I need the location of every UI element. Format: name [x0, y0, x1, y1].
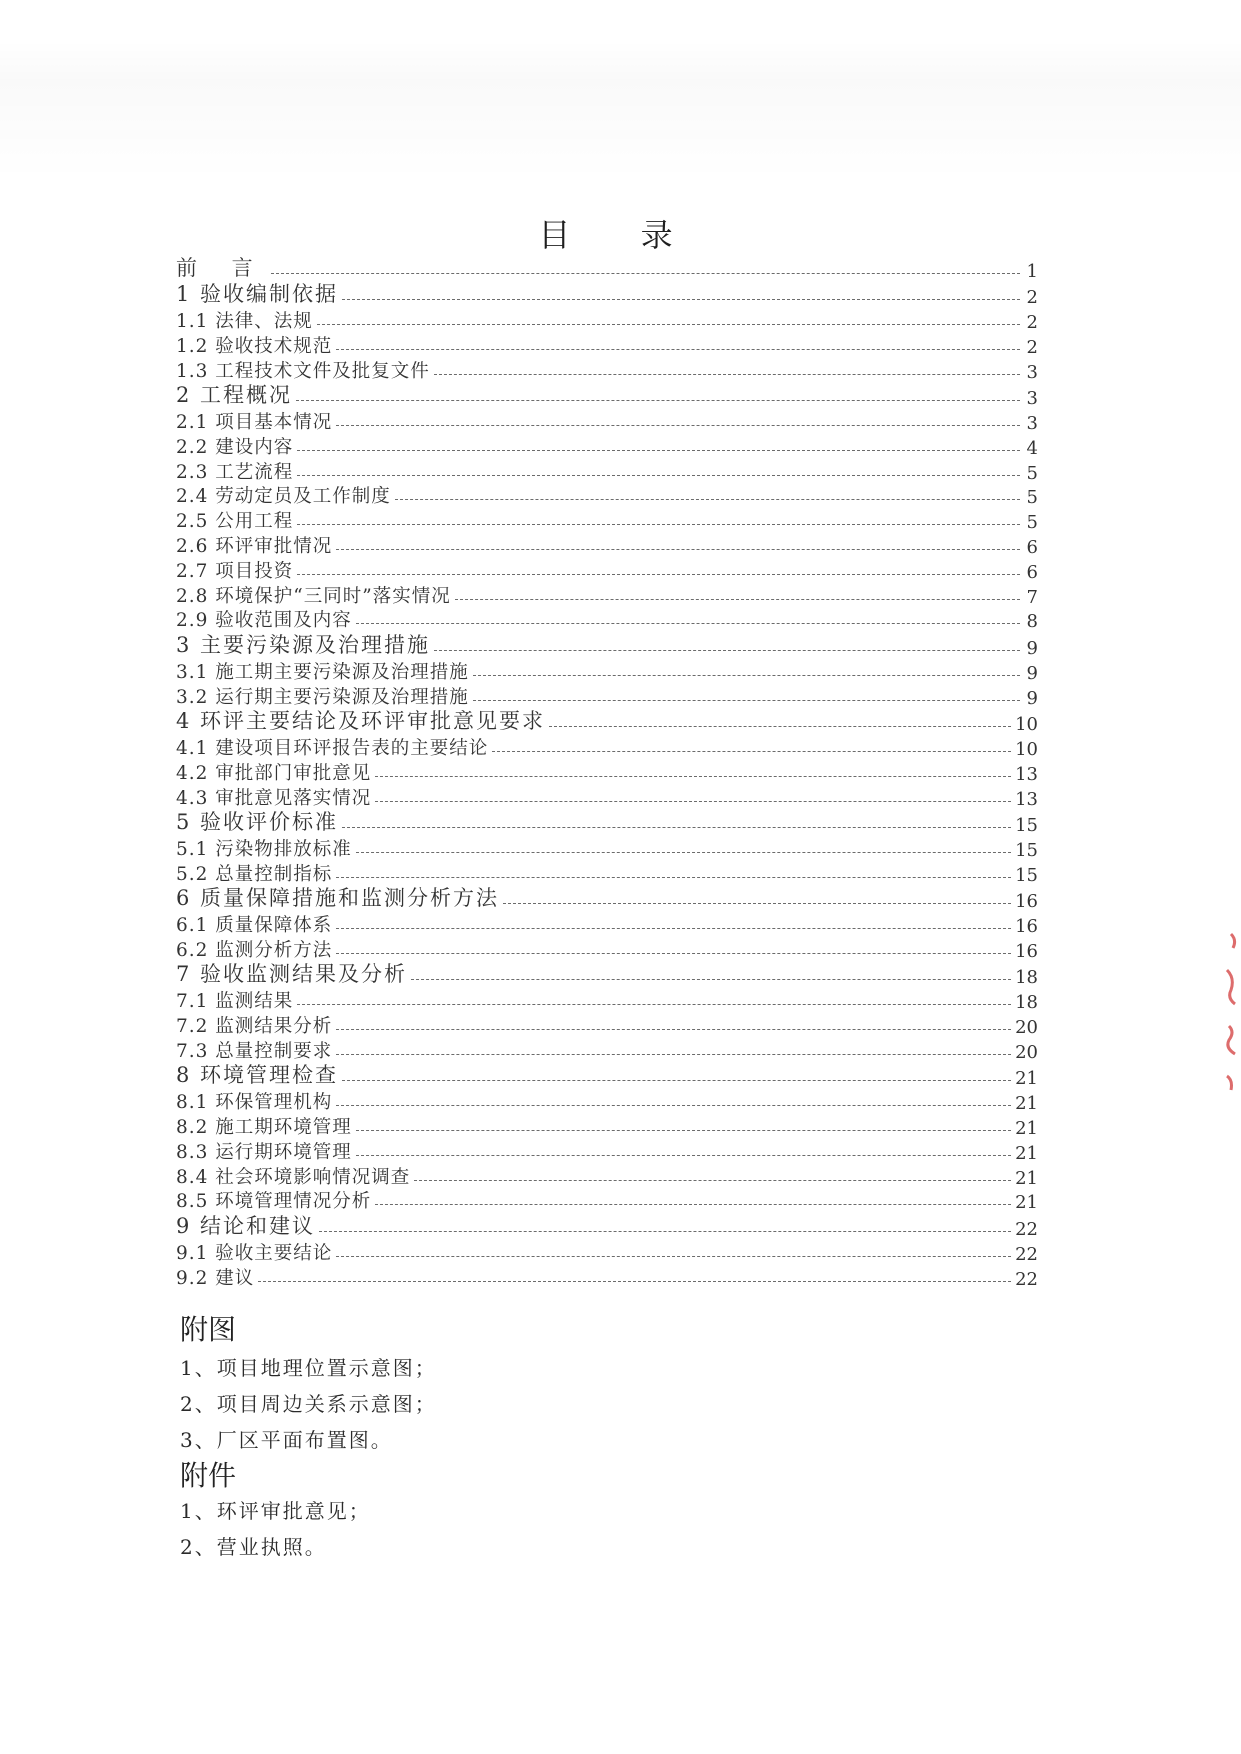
toc-entry-label: 5.2 总量控制指标 [176, 863, 333, 885]
toc-entry [176, 810, 1038, 837]
toc-entry-page: 16 [1015, 916, 1038, 938]
toc-entry-label: 2.2 建设内容 [176, 436, 294, 458]
toc-entry-label: 7.3 总量控制要求 [176, 1040, 333, 1062]
toc-leader-dots [473, 700, 1020, 701]
figures-heading: 附图 [180, 1313, 237, 1346]
toc-entry [176, 282, 1038, 309]
toc-entry-label: 7 验收监测结果及分析 [176, 962, 408, 987]
toc-entry-page: 16 [1015, 940, 1038, 962]
toc-entry [176, 583, 1038, 608]
toc-entry-label: 8.3 运行期环境管理 [176, 1141, 352, 1163]
toc-leader-dots [258, 1281, 1011, 1282]
toc-entry-label: 2.4 劳动定员及工作制度 [176, 486, 391, 508]
attachment-item-1: 1、环评审批意见； [180, 1499, 371, 1523]
toc-leader-dots [342, 299, 1020, 300]
toc-leader-dots [395, 499, 1020, 500]
toc-entry-label: 1.3 工程技术文件及批复文件 [176, 360, 430, 382]
figure-item-3: 3、厂区平面布置图。 [180, 1428, 393, 1452]
toc-entry-label: 4 环评主要结论及环评审批意见要求 [176, 709, 546, 734]
toc-entry [176, 459, 1038, 484]
toc-entry-page: 15 [1015, 839, 1038, 861]
toc-entry [176, 962, 1038, 989]
toc-entry [176, 1265, 1038, 1290]
table-of-contents [176, 255, 1038, 1290]
toc-entry-page: 15 [1015, 815, 1038, 837]
toc-leader-dots [455, 599, 1020, 600]
toc-entry-page: 2 [1026, 311, 1038, 333]
toc-entry-page: 15 [1015, 864, 1038, 886]
toc-leader-dots [336, 953, 1011, 954]
toc-entry-page: 16 [1015, 891, 1038, 913]
toc-entry-label: 6.1 质量保障体系 [176, 915, 333, 937]
toc-entry-page: 22 [1015, 1219, 1038, 1241]
toc-leader-dots [297, 475, 1020, 476]
toc-leader-dots [434, 650, 1020, 651]
toc-entry [176, 383, 1038, 410]
figure-item-1: 1、项目地理位置示意图； [180, 1356, 437, 1380]
toc-entry [176, 533, 1038, 558]
toc-entry [176, 659, 1038, 684]
toc-entry [176, 1164, 1038, 1189]
toc-entry-page: 9 [1026, 687, 1038, 709]
toc-entry-label: 8.5 环境管理情况分析 [176, 1191, 372, 1213]
toc-entry-page: 21 [1015, 1093, 1038, 1115]
toc-leader-dots [492, 751, 1011, 752]
toc-entry-label: 2.1 项目基本情况 [176, 411, 333, 433]
toc-leader-dots [336, 1256, 1011, 1257]
toc-entry-label: 4.3 审批意见落实情况 [176, 787, 372, 809]
toc-entry-label: 2.8 环境保护“三同时”落实情况 [176, 585, 451, 607]
toc-entry-page: 21 [1015, 1192, 1038, 1214]
toc-entry [176, 508, 1038, 533]
toc-entry [176, 1114, 1038, 1139]
toc-entry-label: 9.2 建议 [176, 1267, 255, 1289]
toc-entry [176, 434, 1038, 459]
toc-leader-dots [336, 425, 1020, 426]
toc-leader-dots [297, 574, 1020, 575]
toc-entry-label: 9.1 验收主要结论 [176, 1242, 333, 1264]
toc-entry-label: 3.1 施工期主要污染源及治理措施 [176, 661, 469, 683]
toc-leader-dots [296, 400, 1020, 401]
toc-entry [176, 333, 1038, 358]
toc-leader-dots [336, 349, 1020, 350]
toc-entry-page: 20 [1015, 1017, 1038, 1039]
toc-entry [176, 709, 1038, 736]
toc-entry [176, 358, 1038, 383]
toc-leader-dots [336, 549, 1020, 550]
toc-leader-dots [342, 1080, 1011, 1081]
toc-leader-dots [297, 450, 1020, 451]
toc-entry [176, 409, 1038, 434]
toc-entry [176, 1013, 1038, 1038]
toc-entry-page: 3 [1026, 412, 1038, 434]
toc-entry-label: 4.1 建设项目环评报告表的主要结论 [176, 737, 489, 759]
toc-leader-dots [297, 1004, 1011, 1005]
toc-entry-page: 2 [1026, 336, 1038, 358]
seal-stamp-edge [1217, 930, 1241, 1100]
toc-leader-dots [336, 928, 1011, 929]
attachments-heading: 附件 [180, 1459, 237, 1492]
figure-item-2: 2、项目周边关系示意图； [180, 1392, 437, 1416]
toc-entry [176, 760, 1038, 785]
toc-entry-page: 13 [1015, 763, 1038, 785]
toc-entry-label: 8.2 施工期环境管理 [176, 1117, 352, 1139]
toc-entry-label: 2.5 公用工程 [176, 511, 294, 533]
toc-entry [176, 632, 1038, 659]
toc-entry-page: 3 [1026, 361, 1038, 383]
toc-entry-page: 18 [1015, 992, 1038, 1014]
toc-leader-dots [271, 273, 1020, 274]
toc-entry-page: 6 [1026, 536, 1038, 558]
toc-leader-dots [503, 903, 1011, 904]
toc-entry [176, 988, 1038, 1013]
toc-entry [176, 886, 1038, 913]
toc-leader-dots [336, 877, 1011, 878]
toc-entry-label: 9 结论和建议 [176, 1214, 316, 1239]
toc-entry-label: 1 验收编制依据 [176, 282, 339, 307]
toc-entry-label: 6 质量保障措施和监测分析方法 [176, 886, 500, 911]
toc-entry [176, 1063, 1038, 1090]
toc-leader-dots [434, 374, 1020, 375]
toc-entry-label: 8.1 环保管理机构 [176, 1092, 333, 1114]
toc-entry-label: 6.2 监测分析方法 [176, 939, 333, 961]
toc-entry-label: 2.6 环评审批情况 [176, 535, 333, 557]
toc-entry-page: 5 [1026, 512, 1038, 534]
toc-entry-label: 前 言 [176, 255, 267, 280]
toc-entry-page: 21 [1015, 1118, 1038, 1140]
toc-entry-label: 5 验收评价标准 [176, 810, 339, 835]
page-title: 目 录 [538, 216, 703, 254]
toc-entry-page: 10 [1015, 738, 1038, 760]
toc-entry [176, 1139, 1038, 1164]
toc-leader-dots [375, 801, 1011, 802]
toc-entry-label: 4.2 审批部门审批意见 [176, 762, 372, 784]
toc-entry-label: 1.1 法律、法规 [176, 310, 313, 332]
toc-entry-page: 7 [1026, 586, 1038, 608]
toc-leader-dots [375, 1204, 1011, 1205]
toc-entry-label: 3 主要污染源及治理措施 [176, 632, 431, 657]
toc-leader-dots [336, 1054, 1011, 1055]
toc-entry-label: 2 工程概况 [176, 383, 293, 408]
toc-entry-label: 3.2 运行期主要污染源及治理措施 [176, 686, 469, 708]
toc-entry-page: 6 [1026, 561, 1038, 583]
toc-entry-page: 21 [1015, 1142, 1038, 1164]
toc-leader-dots [336, 1029, 1011, 1030]
toc-entry-page: 13 [1015, 788, 1038, 810]
toc-entry-page: 18 [1015, 967, 1038, 989]
toc-entry-page: 21 [1015, 1167, 1038, 1189]
toc-entry-label: 1.2 验收技术规范 [176, 335, 333, 357]
scan-shadow [0, 40, 1241, 180]
toc-entry-label: 5.1 污染物排放标准 [176, 838, 352, 860]
toc-entry [176, 836, 1038, 861]
toc-leader-dots [549, 726, 1011, 727]
toc-entry-page: 9 [1026, 662, 1038, 684]
toc-leader-dots [356, 1155, 1011, 1156]
toc-leader-dots [297, 524, 1020, 525]
toc-entry-page: 3 [1026, 388, 1038, 410]
toc-entry-page: 20 [1015, 1041, 1038, 1063]
toc-entry-label: 7.2 监测结果分析 [176, 1016, 333, 1038]
toc-leader-dots [342, 827, 1011, 828]
attachment-item-2: 2、营业执照。 [180, 1535, 327, 1559]
toc-entry [176, 308, 1038, 333]
toc-leader-dots [317, 324, 1020, 325]
toc-entry-page: 10 [1015, 714, 1038, 736]
toc-entry [176, 558, 1038, 583]
toc-leader-dots [411, 979, 1011, 980]
toc-entry [176, 484, 1038, 509]
toc-leader-dots [356, 623, 1020, 624]
toc-entry-page: 5 [1026, 487, 1038, 509]
toc-entry [176, 735, 1038, 760]
toc-entry [176, 1089, 1038, 1114]
toc-entry-label: 7.1 监测结果 [176, 991, 294, 1013]
toc-entry-label: 2.3 工艺流程 [176, 461, 294, 483]
toc-leader-dots [319, 1231, 1011, 1232]
toc-entry-page: 2 [1026, 287, 1038, 309]
toc-entry [176, 912, 1038, 937]
toc-entry-page: 22 [1015, 1268, 1038, 1290]
toc-entry-page: 21 [1015, 1068, 1038, 1090]
toc-entry-label: 2.7 项目投资 [176, 560, 294, 582]
toc-entry-label: 8 环境管理检查 [176, 1063, 339, 1088]
toc-entry-page: 5 [1026, 462, 1038, 484]
toc-leader-dots [473, 675, 1020, 676]
toc-entry-page: 1 [1026, 260, 1038, 282]
toc-leader-dots [414, 1180, 1011, 1181]
toc-entry-label: 8.4 社会环境影响情况调查 [176, 1166, 411, 1188]
toc-leader-dots [336, 1105, 1011, 1106]
toc-entry-page: 9 [1026, 637, 1038, 659]
toc-entry-page: 22 [1015, 1243, 1038, 1265]
toc-leader-dots [375, 776, 1011, 777]
toc-entry [176, 1213, 1038, 1240]
toc-leader-dots [356, 1130, 1011, 1131]
toc-entry-page: 8 [1026, 611, 1038, 633]
toc-entry-page: 4 [1026, 437, 1038, 459]
toc-leader-dots [356, 852, 1011, 853]
toc-entry-label: 2.9 验收范围及内容 [176, 610, 352, 632]
toc-entry [176, 1240, 1038, 1265]
